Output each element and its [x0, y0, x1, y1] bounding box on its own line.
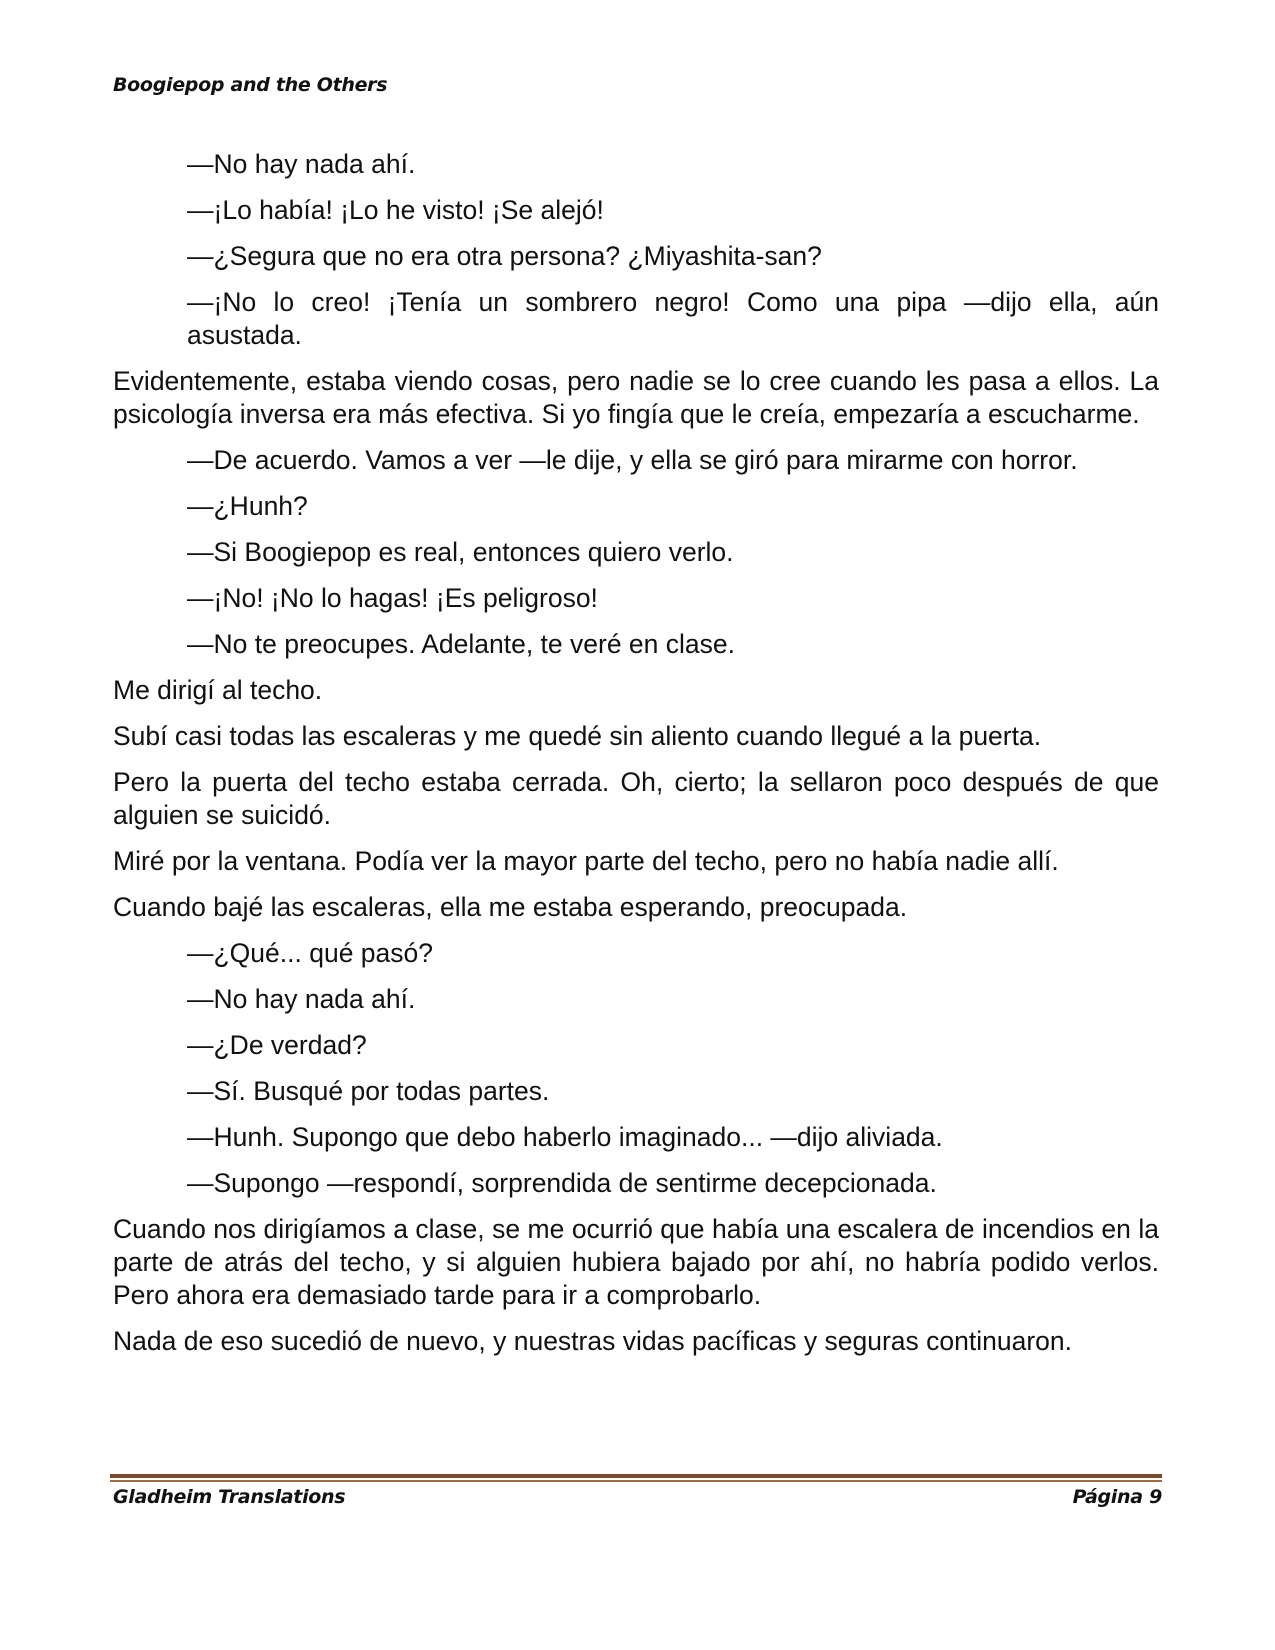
- dialogue-line: —Hunh. Supongo que debo haberlo imaginado... —dijo aliviada.: [187, 1122, 943, 1152]
- footer-translator-credit: Gladheim Translations: [113, 1486, 346, 1508]
- narration-paragraph: Me dirigí al techo.: [113, 675, 323, 705]
- dialogue-line: —¡No! ¡No lo hagas! ¡Es peligroso!: [187, 583, 598, 613]
- narration-paragraph: Cuando nos dirigíamos a clase, se me ocurrió que había una escalera de incendios en la parte de atrás del techo, y si alguien hubiera bajado por ahí, no habría podido verlos. Pero ahora era demasiado tarde para ir a comprobarlo.: [113, 1214, 1159, 1310]
- dialogue-line: —Sí. Busqué por todas partes.: [187, 1076, 550, 1106]
- page-body: [113, 148, 1159, 1371]
- narration-paragraph: Miré por la ventana. Podía ver la mayor parte del techo, pero no había nadie allí.: [113, 846, 1059, 876]
- narration-paragraph: Nada de eso sucedió de nuevo, y nuestras vidas pacíficas y seguras continuaron.: [113, 1326, 1072, 1356]
- dialogue-line: —No hay nada ahí.: [187, 149, 416, 179]
- dialogue-line: —Supongo —respondí, sorprendida de sentirme decepcionada.: [187, 1168, 937, 1198]
- dialogue-line: —De acuerdo. Vamos a ver —le dije, y ella se giró para mirarme con horror.: [187, 445, 1078, 475]
- dialogue-line: —¿Qué... qué pasó?: [187, 938, 434, 968]
- footer-divider-thin: [110, 1480, 1162, 1482]
- dialogue-line: —Si Boogiepop es real, entonces quiero verlo.: [187, 537, 734, 567]
- footer-page-number: Página 9: [1072, 1486, 1162, 1508]
- footer-divider-thick: [110, 1474, 1162, 1478]
- narration-paragraph: Pero la puerta del techo estaba cerrada. Oh, cierto; la sellaron poco después de que alguien se suicidó.: [113, 767, 1159, 830]
- dialogue-line: —No te preocupes. Adelante, te veré en clase.: [187, 629, 735, 659]
- dialogue-line: —¿De verdad?: [187, 1030, 367, 1060]
- dialogue-line: —¿Hunh?: [187, 491, 308, 521]
- narration-paragraph: Subí casi todas las escaleras y me quedé sin aliento cuando llegué a la puerta.: [113, 721, 1042, 751]
- narration-paragraph: Cuando bajé las escaleras, ella me estaba esperando, preocupada.: [113, 892, 908, 922]
- page-header-title: Boogiepop and the Others: [113, 74, 388, 96]
- dialogue-line: —¡Lo había! ¡Lo he visto! ¡Se alejó!: [187, 195, 604, 225]
- dialogue-line: —¿Segura que no era otra persona? ¿Miyashita-san?: [187, 241, 822, 271]
- dialogue-line: —No hay nada ahí.: [187, 984, 416, 1014]
- dialogue-line: —¡No lo creo! ¡Tenía un sombrero negro! Como una pipa —dijo ella, aún asustada.: [187, 287, 1159, 350]
- narration-paragraph: Evidentemente, estaba viendo cosas, pero nadie se lo cree cuando les pasa a ellos. La psicología inversa era más efectiva. Si yo fingía que le creía, empezaría a escucharme.: [113, 366, 1159, 429]
